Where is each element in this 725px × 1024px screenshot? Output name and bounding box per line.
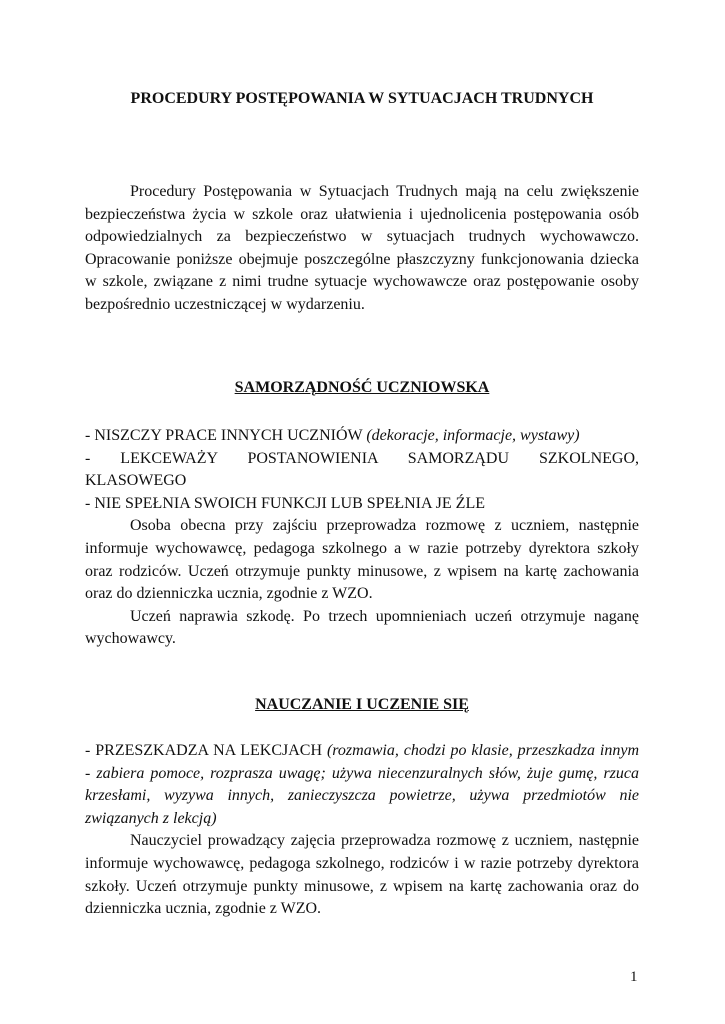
- item-text: - PRZESZKADZA NA LEKCJACH: [85, 742, 327, 759]
- section-nauczanie-items: [85, 740, 639, 921]
- list-item: [85, 493, 639, 516]
- list-item: [85, 448, 639, 493]
- document-title: PROCEDURY POSTĘPOWANIA W SYTUACJACH TRUDNYCH: [130, 90, 594, 107]
- item-text: - NIE SPEŁNIA SWOICH FUNKCJI LUB SPEŁNIA JE ŹLE: [85, 494, 485, 512]
- section-heading-nauczanie: NAUCZANIE I UCZENIE SIĘ: [255, 696, 469, 713]
- section-samorzadnosc-items: [85, 425, 639, 651]
- list-item: [85, 740, 639, 830]
- item-detail: (dekoracje, informacje, wystawy): [366, 427, 580, 444]
- section-heading-samorzadnosc: SAMORZĄDNOŚĆ UCZNIOWSKA: [234, 379, 490, 396]
- item-text: - LEKCEWAŻY POSTANOWIENIA SAMORZĄDU SZKOLNEGO, KLASOWEGO: [85, 449, 639, 490]
- procedure-paragraph: Nauczyciel prowadzący zajęcia przeprowadza rozmowę z uczniem, następnie informuje wychowawcę, pedagoga szkolnego, rodziców i w razie potrzeby dyrektora szkoły. Uczeń otrzymuje punkty minusowe, z wpisem na kartę zachowania oraz do dzienniczka ucznia, zgodnie z WZO.: [85, 832, 639, 918]
- item-detail: (rozmawia, chodzi po klasie, przeszkadza innym - zabiera pomoce, rozprasza uwagę; używa niecenzuralnych słów, żuje gumę, rzuca krzesłami, wyzywa innych, zanieczyszcza powietrze, używa przedmiotów nie związanych z lekcją): [85, 742, 640, 827]
- page-number: 1: [630, 969, 638, 985]
- consequence-paragraph: Uczeń naprawia szkodę. Po trzech upomnieniach uczeń otrzymuje naganę wychowawcy.: [85, 607, 639, 648]
- item-text: - NISZCZY PRACE INNYCH UCZNIÓW: [85, 427, 367, 444]
- intro-paragraph: Procedury Postępowania w Sytuacjach Trudnych mają na celu zwiększenie bezpieczeństwa życia w szkole oraz ułatwienia i ujednolicenia postępowania osób odpowiedzialnych za bezpieczeństwo w sytuacjach trudnych wychowawczo. Opracowanie poniższe obejmuje poszczególne płaszczyzny funkcjonowania dziecka w szkole, związane z nimi trudne sytuacje wychowawcze oraz postępowanie osoby bezpośrednio uczestniczącej w wydarzeniu.: [85, 183, 639, 313]
- list-item: [85, 425, 639, 448]
- procedure-paragraph: Osoba obecna przy zajściu przeprowadza rozmowę z uczniem, następnie informuje wychowawcę, pedagoga szkolnego a w razie potrzeby dyrektora szkoły oraz rodziców. Uczeń otrzymuje punkty minusowe, z wpisem na kartę zachowania oraz do dzienniczka ucznia, zgodnie z WZO.: [85, 517, 639, 603]
